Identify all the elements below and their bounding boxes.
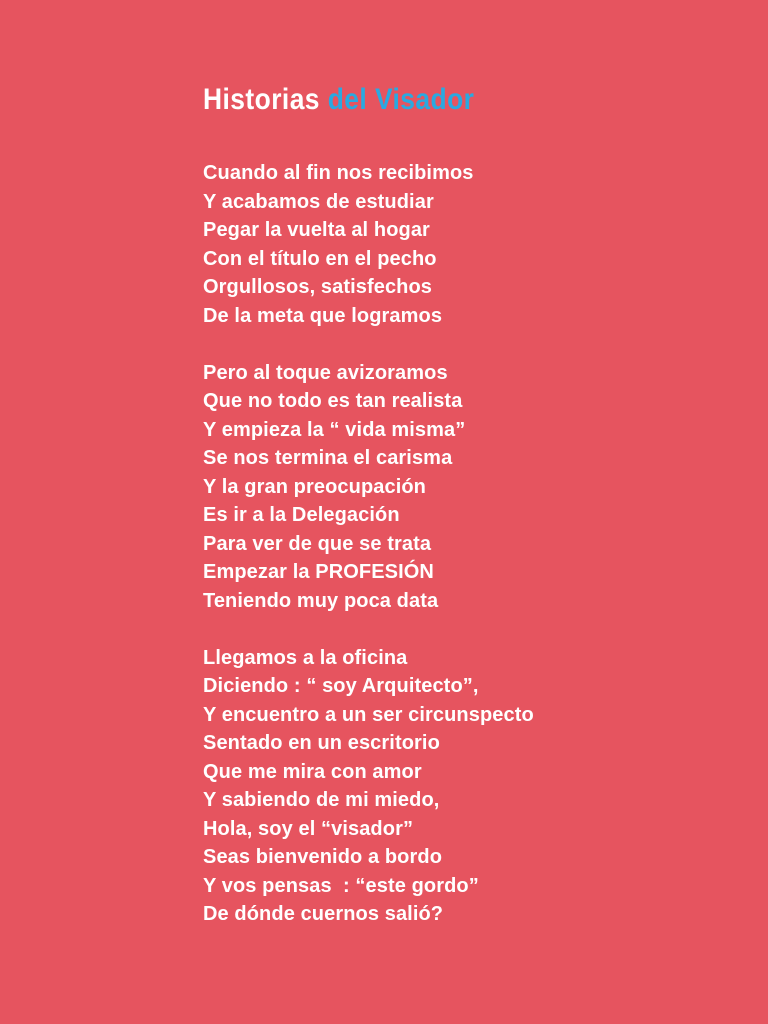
poem-line: Para ver de que se trata (203, 532, 432, 555)
poem-line: Seas bienvenido a bordo (203, 846, 443, 868)
poem-stanza-3 (203, 644, 723, 929)
poem-line: Y empieza la “ vida misma” (203, 418, 466, 441)
poem-line: De dónde cuernos salió? (203, 903, 444, 925)
title-historias: Historias (203, 83, 328, 116)
poem-content (203, 84, 723, 929)
poem-line: Llegamos a la oficina (203, 646, 408, 669)
poem-line: Que no todo es tan realista (203, 390, 463, 412)
poem-line: Se nos termina el carisma (203, 447, 453, 469)
poem-line: Y vos pensas : “este gordo” (203, 874, 479, 897)
title-del-visador: del Visador (327, 83, 475, 116)
poem-line: Es ir a la Delegación (203, 504, 400, 526)
poem-line: Diciendo : “ soy Arquitecto”, (203, 675, 479, 697)
poem-stanza-2 (203, 359, 723, 616)
poem-line: Empezar la PROFESIÓN (203, 561, 434, 583)
poem-line: Pero al toque avizoramos (203, 361, 448, 384)
poem-line: Hola, soy el “visador” (203, 817, 414, 840)
poem-line: Orgullosos, satisfechos (203, 276, 433, 298)
poem-line: Cuando al fin nos recibimos (203, 162, 474, 184)
poem-line: Sentado en un escritorio (203, 732, 440, 754)
poem-line: Que me mira con amor (203, 760, 422, 783)
poem-stanza-1 (203, 159, 723, 330)
poem (203, 159, 723, 929)
poem-line: De la meta que logramos (203, 304, 443, 327)
poem-line: Pegar la vuelta al hogar (203, 219, 430, 241)
page-title (203, 84, 661, 115)
poem-line: Con el título en el pecho (203, 247, 437, 270)
poem-line: Y la gran preocupación (203, 475, 427, 498)
poem-line: Y acabamos de estudiar (203, 190, 434, 213)
poem-line: Teniendo muy poca data (203, 589, 439, 612)
poem-line: Y sabiendo de mi miedo, (203, 789, 440, 811)
poem-line: Y encuentro a un ser circunspecto (203, 703, 534, 726)
